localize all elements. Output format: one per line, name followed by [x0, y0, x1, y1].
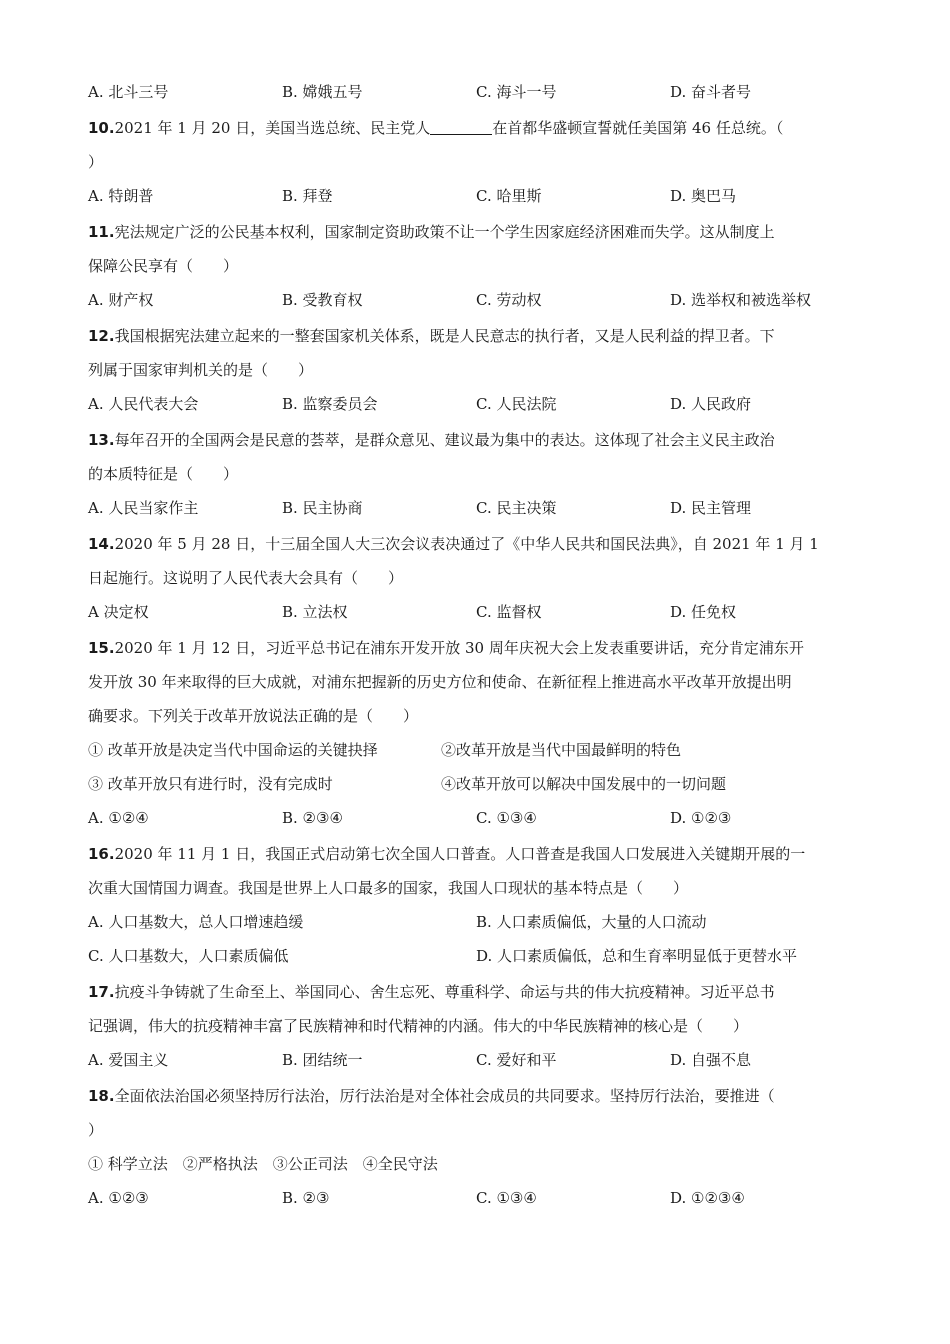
q18-line2: ） — [88, 1121, 104, 1139]
q13-option-a[interactable]: A. 人民当家作主 — [88, 499, 199, 517]
q15-statement-3: ③ 改革开放只有进行时，没有完成时 — [88, 775, 333, 793]
q15-statement-4: ④改革开放可以解决中国发展中的一切问题 — [441, 775, 727, 793]
q14-option-a[interactable]: A 决定权 — [88, 603, 149, 621]
q14-stem — [88, 534, 819, 554]
q18-option-c[interactable]: C. ①③④ — [476, 1189, 537, 1207]
q10-stem — [88, 118, 783, 138]
q18-stem — [88, 1086, 775, 1106]
q18-line1: 全面依法治国必须坚持厉行法治，厉行法治是对全体社会成员的共同要求。坚持厉行法治，要推进（ — [114, 1087, 775, 1105]
q17-option-a[interactable]: A. 爱国主义 — [88, 1051, 169, 1069]
q15-option-d[interactable]: D. ①②③ — [670, 809, 732, 827]
q15-line3: 确要求。下列关于改革开放说法正确的是（ ） — [88, 707, 419, 725]
q16-number: 16. — [88, 845, 115, 863]
q14-option-b[interactable]: B. 立法权 — [282, 603, 348, 621]
q9-option-c[interactable]: C. 海斗一号 — [476, 83, 557, 101]
q15-option-a[interactable]: A. ①②④ — [88, 809, 149, 827]
q10-option-c[interactable]: C. 哈里斯 — [476, 187, 542, 205]
q11-number: 11. — [88, 223, 115, 241]
q10-stem-end: ） — [88, 153, 104, 171]
q9-option-d[interactable]: D. 奋斗者号 — [670, 83, 752, 101]
q14-option-c[interactable]: C. 监督权 — [476, 603, 542, 621]
q16-option-c[interactable]: C. 人口基数大，人口素质偏低 — [88, 947, 289, 965]
q15-line2: 发开放 30 年来取得的巨大成就，对浦东把握新的历史方位和使命、在新征程上推进高水平改革开放提出明 — [88, 673, 792, 691]
q18-option-b[interactable]: B. ②③ — [282, 1189, 330, 1207]
q14-line1: 2020 年 5 月 28 日，十三届全国人大三次会议表决通过了《中华人民共和国民法典》，自 2021 年 1 月 1 — [114, 535, 819, 553]
q17-line1: 抗疫斗争铸就了生命至上、举国同心、舍生忘死、尊重科学、命运与共的伟大抗疫精神。习近平总书 — [114, 983, 775, 1001]
q18-option-d[interactable]: D. ①②③④ — [670, 1189, 745, 1207]
q11-option-d[interactable]: D. 选举权和被选举权 — [670, 291, 812, 309]
q16-option-b[interactable]: B. 人口素质偏低，大量的人口流动 — [476, 913, 707, 931]
q18-statements: ① 科学立法 ②严格执法 ③公正司法 ④全民守法 — [88, 1155, 438, 1173]
q17-stem — [88, 982, 775, 1002]
q17-line2: 记强调，伟大的抗疫精神丰富了民族精神和时代精神的内涵。伟大的中华民族精神的核心是（ ） — [88, 1017, 749, 1035]
q12-line2: 列属于国家审判机关的是（ ） — [88, 361, 314, 379]
q12-option-c[interactable]: C. 人民法院 — [476, 395, 557, 413]
q11-option-c[interactable]: C. 劳动权 — [476, 291, 542, 309]
q12-option-d[interactable]: D. 人民政府 — [670, 395, 752, 413]
q16-option-a[interactable]: A. 人口基数大，总人口增速趋缓 — [88, 913, 304, 931]
q15-option-c[interactable]: C. ①③④ — [476, 809, 537, 827]
q15-line1: 2020 年 1 月 12 日，习近平总书记在浦东开发开放 30 周年庆祝大会上发表重要讲话，充分肯定浦东开 — [114, 639, 804, 657]
q13-option-c[interactable]: C. 民主决策 — [476, 499, 557, 517]
q14-number: 14. — [88, 535, 115, 553]
q15-statement-2: ②改革开放是当代中国最鲜明的特色 — [441, 741, 682, 759]
q16-line1: 2020 年 11 月 1 日，我国正式启动第七次全国人口普查。人口普查是我国人口发展进入关键期开展的一 — [114, 845, 806, 863]
q11-line1: 宪法规定广泛的公民基本权利，国家制定资助政策不让一个学生因家庭经济困难而失学。这从制度上 — [114, 223, 775, 241]
q9-option-b[interactable]: B. 嫦娥五号 — [282, 83, 363, 101]
q10-option-a[interactable]: A. 特朗普 — [88, 187, 154, 205]
q18-number: 18. — [88, 1087, 115, 1105]
q15-number: 15. — [88, 639, 115, 657]
q12-option-b[interactable]: B. 监察委员会 — [282, 395, 378, 413]
q11-stem — [88, 222, 775, 242]
q13-option-b[interactable]: B. 民主协商 — [282, 499, 363, 517]
q9-option-a[interactable]: A. 北斗三号 — [88, 83, 169, 101]
q18-option-a[interactable]: A. ①②③ — [88, 1189, 149, 1207]
q10-text-a: 2021 年 1 月 20 日，美国当选总统、民主党人 — [114, 119, 431, 137]
q15-statement-1: ① 改革开放是决定当代中国命运的关键抉择 — [88, 741, 378, 759]
q10-text-b: 在首都华盛顿宣誓就任美国第 46 任总统。（ — [492, 119, 784, 137]
q12-stem — [88, 326, 775, 346]
q16-stem — [88, 844, 805, 864]
q11-option-b[interactable]: B. 受教育权 — [282, 291, 363, 309]
q17-option-d[interactable]: D. 自强不息 — [670, 1051, 752, 1069]
q12-option-a[interactable]: A. 人民代表大会 — [88, 395, 199, 413]
q13-line2: 的本质特征是（ ） — [88, 465, 239, 483]
q14-option-d[interactable]: D. 任免权 — [670, 603, 737, 621]
q11-line2: 保障公民享有（ ） — [88, 257, 239, 275]
q14-line2: 日起施行。这说明了人民代表大会具有（ ） — [88, 569, 404, 587]
q15-option-b[interactable]: B. ②③④ — [282, 809, 343, 827]
q12-line1: 我国根据宪法建立起来的一整套国家机关体系，既是人民意志的执行者，又是人民利益的捍卫者。下 — [114, 327, 775, 345]
q10-option-d[interactable]: D. 奥巴马 — [670, 187, 737, 205]
q12-number: 12. — [88, 327, 115, 345]
q13-number: 13. — [88, 431, 115, 449]
q10-option-b[interactable]: B. 拜登 — [282, 187, 333, 205]
q11-option-a[interactable]: A. 财产权 — [88, 291, 154, 309]
q17-number: 17. — [88, 983, 115, 1001]
q10-blank — [430, 120, 492, 135]
q17-option-b[interactable]: B. 团结统一 — [282, 1051, 363, 1069]
q13-option-d[interactable]: D. 民主管理 — [670, 499, 752, 517]
q17-option-c[interactable]: C. 爱好和平 — [476, 1051, 557, 1069]
q13-line1: 每年召开的全国两会是民意的荟萃，是群众意见、建议最为集中的表达。这体现了社会主义民主政治 — [114, 431, 775, 449]
q15-stem — [88, 638, 804, 658]
q10-number: 10. — [88, 119, 115, 137]
q13-stem — [88, 430, 775, 450]
q16-line2: 次重大国情国力调查。我国是世界上人口最多的国家，我国人口现状的基本特点是（ ） — [88, 879, 689, 897]
q16-option-d[interactable]: D. 人口素质偏低，总和生育率明显低于更替水平 — [476, 947, 798, 965]
